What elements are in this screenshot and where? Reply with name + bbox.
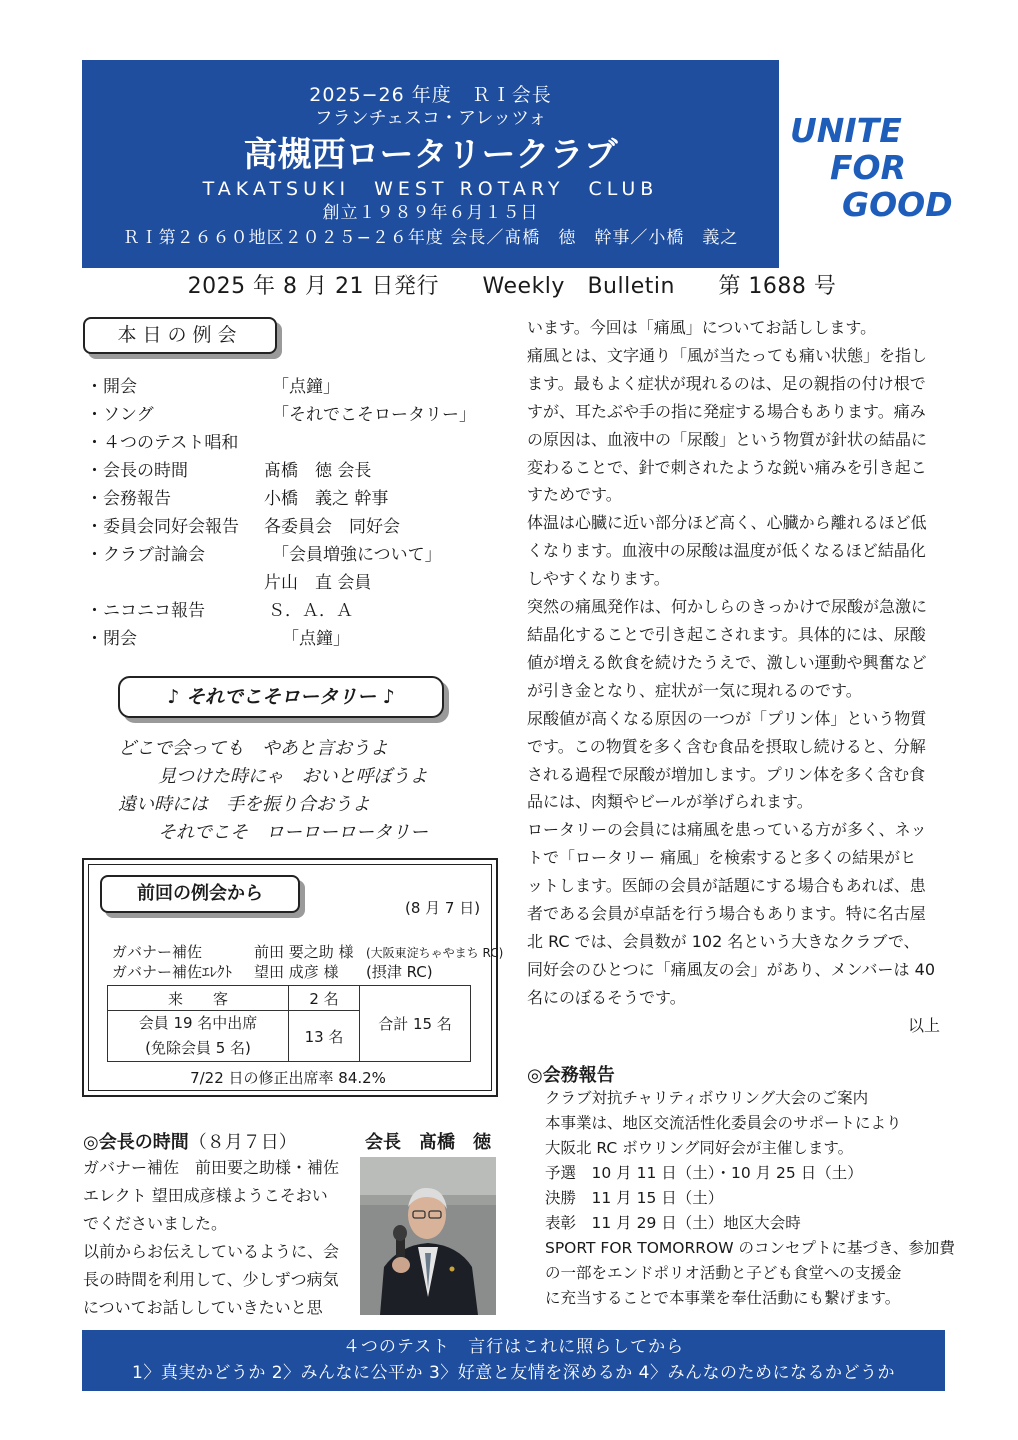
slogan-line: FOR bbox=[830, 148, 907, 187]
agenda-item: ・開会 「点鐘」 bbox=[86, 377, 340, 397]
president-photo bbox=[360, 1157, 496, 1315]
visitors-label: 来 客 bbox=[108, 986, 289, 1011]
club-name-en: TAKATSUKI WEST ROTARY CLUB bbox=[202, 178, 659, 200]
ri-president: フランチェスコ・アレッツォ bbox=[314, 108, 547, 129]
district-officers: ＲＩ第２６６０地区２０２５−２６年度 会長／髙橋 徳 幹事／小橋 義之 bbox=[122, 228, 739, 248]
slogan-line: GOOD bbox=[842, 185, 953, 224]
agenda-item: ・ニコニコ報告 Ｓ．Ａ．Ａ bbox=[86, 601, 353, 621]
agenda-list bbox=[86, 373, 486, 653]
members-count: 13 名 bbox=[289, 1011, 360, 1062]
members-label: 会員 19 名中出席 (免除会員 5 名) bbox=[108, 1011, 289, 1062]
agenda-item: ・クラブ討論会 「会員増強について」 bbox=[86, 545, 442, 565]
agenda-item: 片山 直 会員 bbox=[264, 573, 372, 593]
guest-row: ガバナー補佐ｴﾚｸﾄ 望田 成彦 様 (摂津 RC) bbox=[112, 963, 433, 981]
corrected-attendance: 7/22 日の修正出席率 84.2% bbox=[190, 1069, 386, 1087]
total-count: 合計 15 名 bbox=[360, 986, 471, 1062]
song-lyrics bbox=[118, 735, 498, 847]
today-meeting-heading: 本日の例会 bbox=[83, 317, 277, 354]
agenda-item: ・ソング 「それでこそロータリー」 bbox=[86, 405, 476, 425]
agenda-item: ・閉会 「点鐘」 bbox=[86, 629, 350, 649]
issue-line bbox=[82, 274, 942, 300]
four-way-test-title: ４つのテスト 言行はこれに照らしてから bbox=[342, 1337, 685, 1357]
secretary-report-heading: ◎会務報告 bbox=[527, 1065, 615, 1086]
secretary-report-text: クラブ対抗チャリティボウリング大会のご案内 本事業は、地区交流活性化委員会のサポートにより 大阪北 RC ボウリング同好会が主催します。 予選 10 月 11 日（土）・10 月 25 日（土） 決勝 11 月 15 日（土） 表彰 11 月 29 日（土）地区大会時 SPORT FOR TOMORROW のコンセプトに基づき、参加費 の一部をエンドポリオ活動と子ども食堂への支援金 に充当することで本事業を奉仕活動にも繋げます。 bbox=[545, 1089, 955, 1307]
lyric-line: どこで会っても やあと言おうよ bbox=[118, 738, 388, 759]
previous-meeting-date: (8 月 7 日) bbox=[405, 899, 481, 917]
ri-year: 2025−26 年度 ＲＩ会長 bbox=[309, 84, 552, 106]
closing-mark: 以上 bbox=[907, 1016, 940, 1035]
founded-date: 創立１９８９年６月１５日 bbox=[322, 203, 539, 223]
previous-meeting-heading: 前回の例会から bbox=[100, 875, 300, 913]
club-name: 高槻西ロータリークラブ bbox=[243, 135, 618, 175]
president-name: 会長 髙橋 徳 bbox=[365, 1132, 491, 1153]
agenda-item: ・４つのテスト唱和 bbox=[86, 433, 239, 453]
song-title: ♪ それでこそロータリー ♪ bbox=[118, 676, 444, 718]
lyric-line: 見つけた時にゃ おいと呼ぼうよ bbox=[158, 766, 428, 787]
bulletin-name: Weekly Bulletin bbox=[482, 274, 675, 299]
lyric-line: 遠い時には 手を振り合おうよ bbox=[118, 794, 370, 815]
issue-date: 2025 年 8 月 21 日発行 bbox=[187, 274, 440, 299]
visitors-count: 2 名 bbox=[289, 986, 360, 1011]
president-text: ガバナー補佐 前田要之助様・補佐 エレクト 望田成彦様ようこそおい でくださいました。 以前からお伝えしているように、会 長の時間を利用して、少しずつ病気 についてお話ししていきたいと思 bbox=[83, 1158, 340, 1317]
attendance-table bbox=[107, 985, 471, 1062]
slogan-line: UNITE bbox=[790, 111, 902, 150]
issue-number: 第 1688 号 bbox=[718, 274, 837, 299]
agenda-item: ・会務報告 小橋 義之 幹事 bbox=[86, 489, 389, 509]
header-banner bbox=[82, 60, 779, 268]
agenda-item: ・会長の時間 髙橋 徳 会長 bbox=[86, 461, 372, 481]
president-time-heading: ◎会長の時間（８月７日） bbox=[83, 1132, 297, 1153]
lyric-line: それでこそ ローローロータリー bbox=[158, 822, 428, 843]
guest-row: ガバナー補佐 前田 要之助 様 (大阪東淀ちゃやまち RC) bbox=[112, 943, 504, 961]
unite-for-good-logo bbox=[784, 112, 964, 223]
agenda-item: ・委員会同好会報告 各委員会 同好会 bbox=[86, 517, 400, 537]
four-way-test-items: 1〉真実かどうか 2〉みんなに公平か 3〉好意と友情を深めるか 4〉みんなのためになるかどうか bbox=[132, 1363, 895, 1383]
four-way-test-footer bbox=[82, 1330, 945, 1391]
health-article: います。今回は「痛風」についてお話しします。 痛風とは、文字通り「風が当たっても痛い状態」を指し ます。最もよく症状が現れるのは、足の親指の付け根で すが、耳たぶや手の指に発症する場合もあります。痛み の原因は、血液中の「尿酸」という物質が針状の結晶に 変わることで、針で刺されたような鋭い痛みを引き起こ すためです。 体温は心臓に近い部分ほど高く、心臓から離れるほど低 くなります。血液中の尿酸は温度が低くなるほど結晶化 しやすくなります。 突然の痛風発作は、何かしらのきっかけで尿酸が急激に 結晶化することで引き起こされます。具体的には、尿酸 値が増える飲食を続けたうえで、激しい運動や興奮など が引き金となり、症状が一気に現れるのです。 尿酸値が高くなる原因の一つが「プリン体」という物質 です。この物質を多く含む食品を摂取し続けると、分解 される過程で尿酸が増加します。プリン体を多く含む食 品には、肉類やビールが挙げられます。 ロータリーの会員には痛風を患っている方が多く、ネッ トで「ロータリー 痛風」を検索すると多くの結果がヒ ットします。医師の会員が話題にする場合もあれば、患 者である会員が卓話を行う場合もあります。特に名古屋 北 RC では、会員数が 102 名という大きなクラブで、 同好会のひとつに「痛風友の会」があり、メンバーは 40 名にのぼるそうです。 bbox=[527, 318, 936, 1007]
